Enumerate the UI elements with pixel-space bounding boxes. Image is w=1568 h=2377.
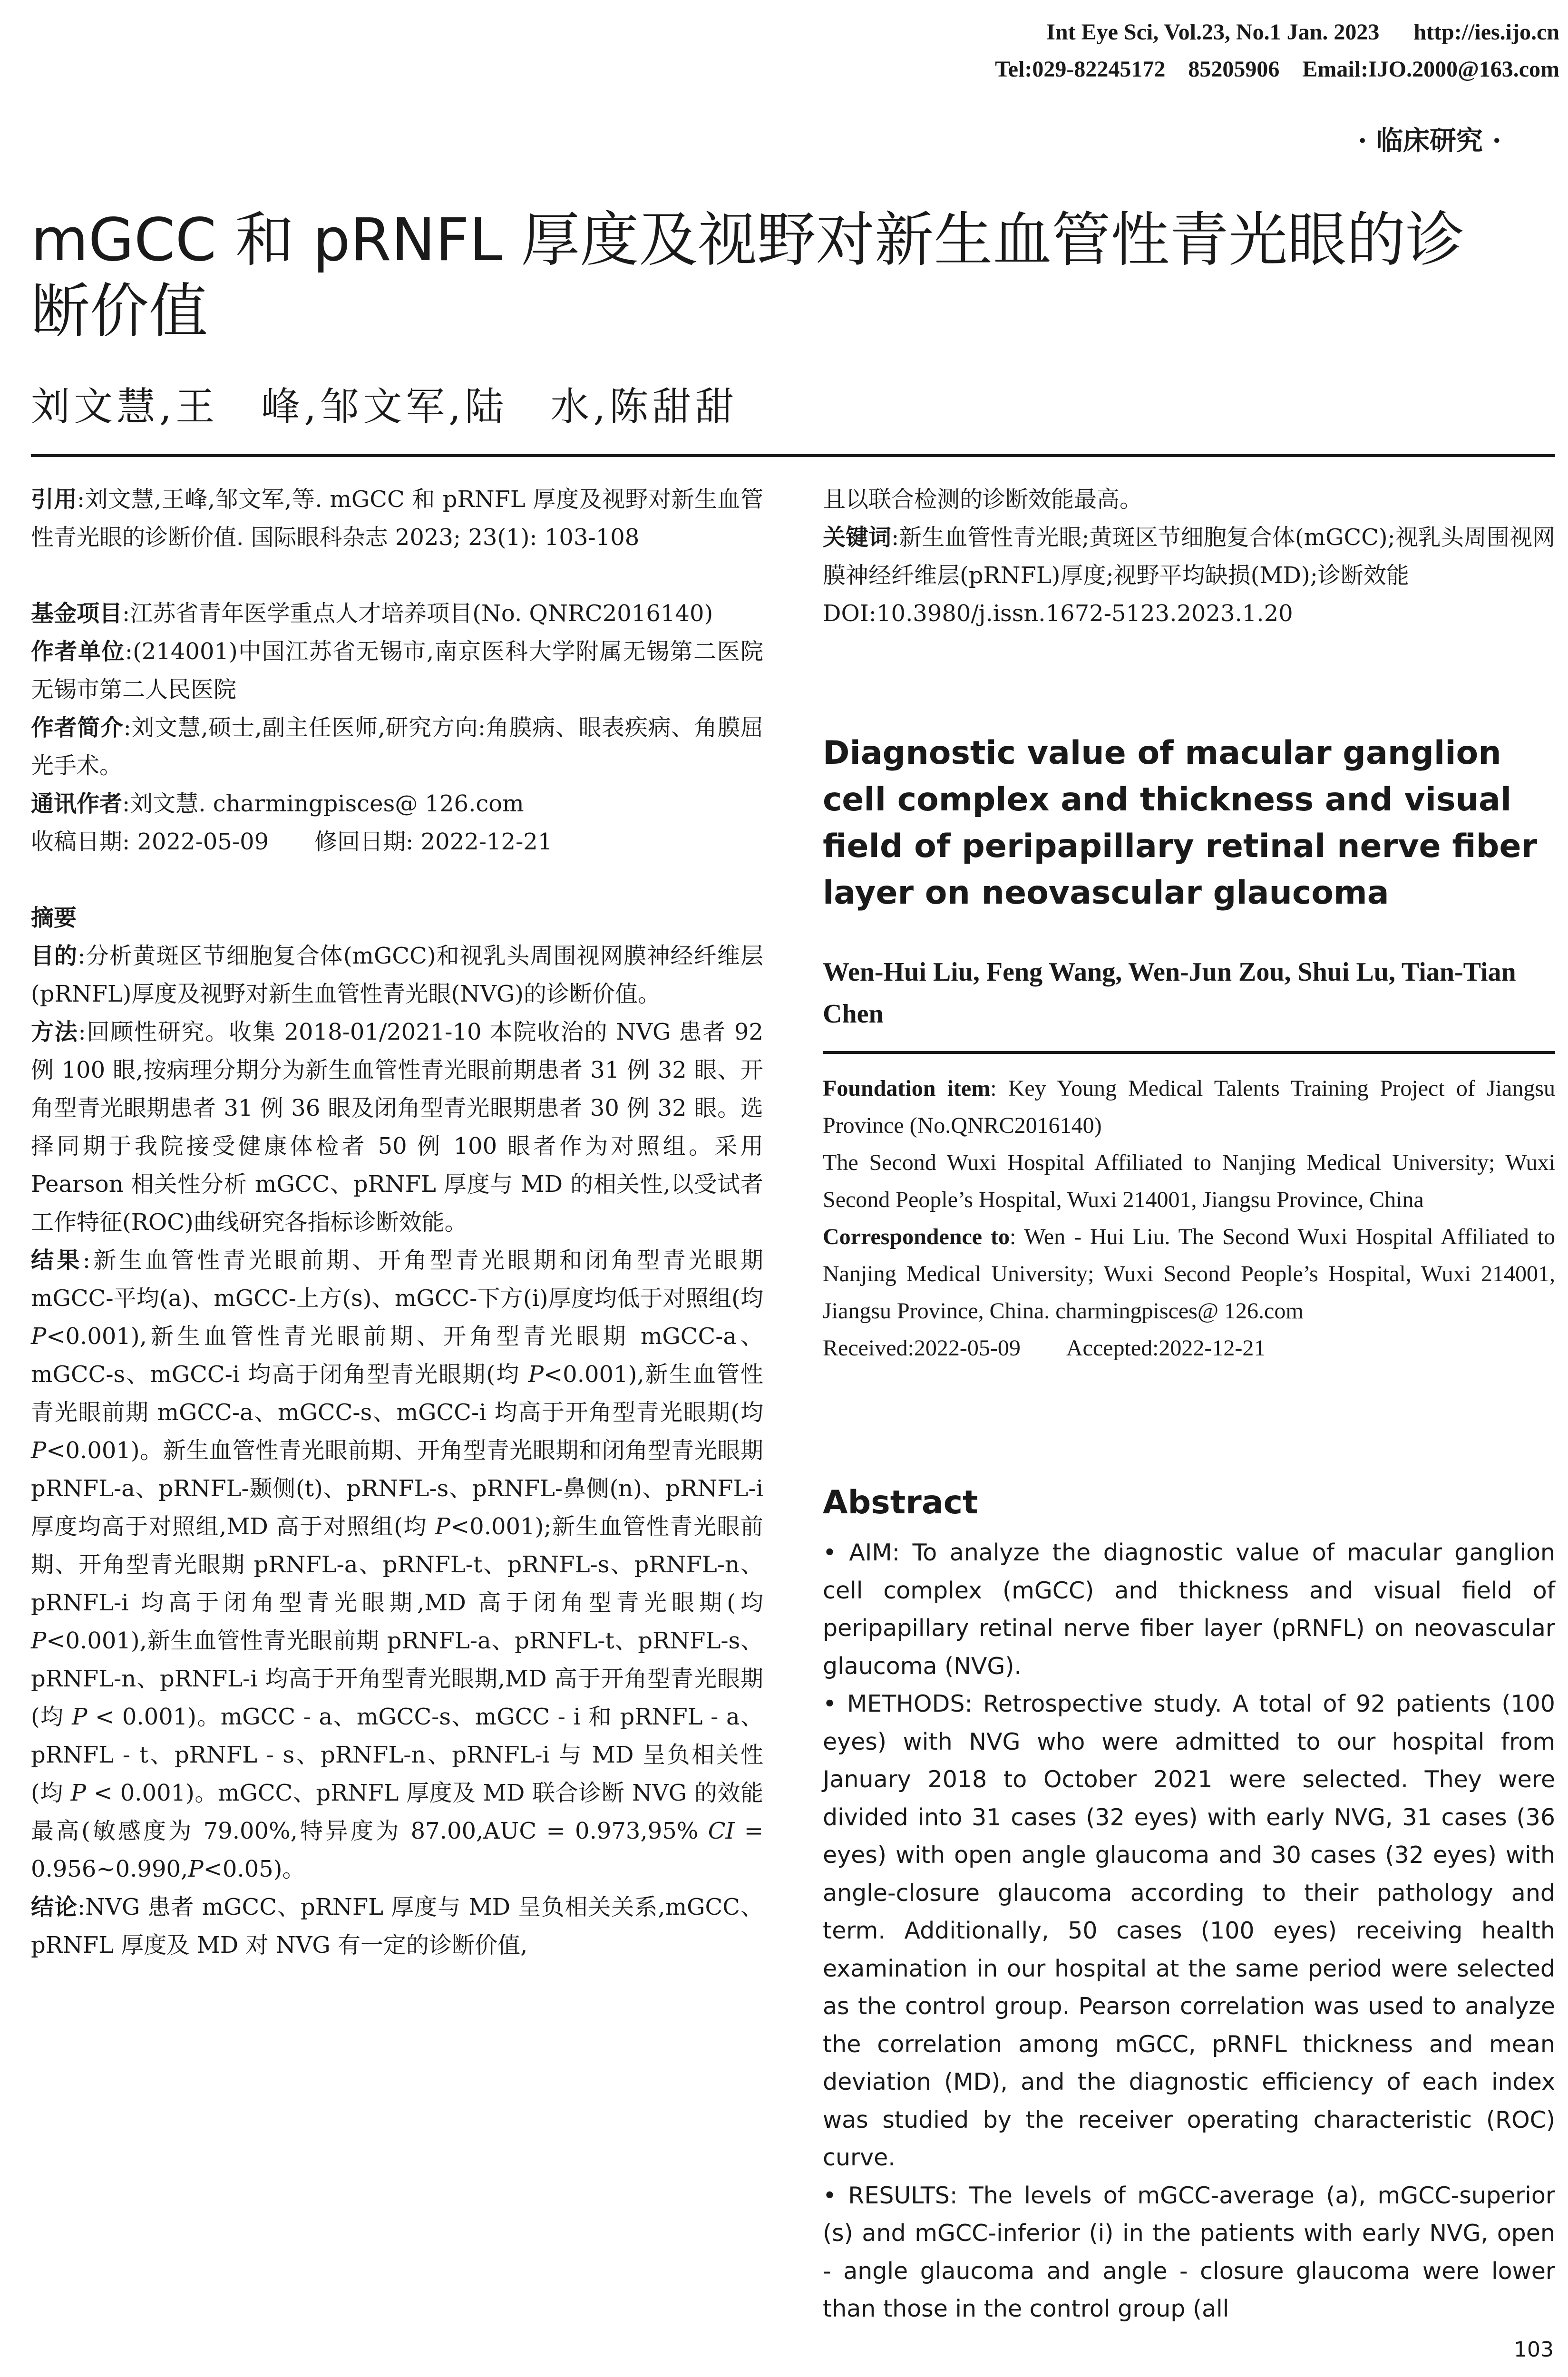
result-text: <0.001);新生血管性青光眼前期、开角型青光眼期 pRNFL-a、pRNFL-t、pRNFL-s、pRNFL-n、pRNFL-i 均高于闭角型青光眼期,MD 高于闭角型青光眼期(均 xyxy=(31,1513,763,1616)
keywords-label: 关键词 xyxy=(823,524,892,551)
method-label: 方法 xyxy=(31,1019,78,1045)
ci-symbol: CI xyxy=(708,1818,735,1844)
aim-label: 目的 xyxy=(31,943,78,969)
author-unit xyxy=(31,633,763,709)
english-authors: Wen-Hui Liu, Feng Wang, Wen-Jun Zou, Shui Lu, Tian-Tian Chen xyxy=(823,957,1516,1029)
fund-text: :江苏省青年医学重点人才培养项目(No. QNRC2016140) xyxy=(122,600,713,627)
result-text: < 0.001)。mGCC - a、mGCC-s、mGCC - i 和 pRNFL - a、pRNFL - t、pRNFL - s、pRNFL-n、pRNFL-i 与 MD 呈负相关性(均 xyxy=(31,1704,763,1806)
journal-header-line2: Tel:029-82245172 85205906 Email:IJO.2000@163.com xyxy=(995,57,1559,82)
journal-header-line1: Int Eye Sci, Vol.23, No.1 Jan. 2023 http://ies.ijo.cn xyxy=(1046,19,1559,45)
conclusion-continued: 且以联合检测的诊断效能最高。 xyxy=(823,486,1143,513)
received-dates: 收稿日期: 2022-05-09 修回日期: 2022-12-21 xyxy=(31,828,553,855)
article-title xyxy=(31,205,1548,347)
right-column-cn xyxy=(823,480,1555,633)
section-tag: · 临床研究 · xyxy=(1358,125,1501,156)
result-text: <0.001),新生血管性青光眼前期 mGCC-a、mGCC-s、mGCC-i 均高于开角型青光眼期(均 xyxy=(31,1361,763,1426)
p-symbol: P xyxy=(70,1780,86,1806)
p-symbol: P xyxy=(31,1323,47,1350)
abstract-conclusion xyxy=(31,1888,763,1964)
result-text: < 0.001)。mGCC、pRNFL 厚度及 MD 联合诊断 NVG 的效能最高(敏感度为 79.00%,特异度为 87.00,AUC = 0.973,95% xyxy=(31,1780,763,1844)
abstract-heading-en: Abstract xyxy=(823,1484,978,1521)
abstract-aim xyxy=(31,937,763,1013)
foundation-label: Foundation item xyxy=(823,1076,991,1101)
keywords-text: :新生血管性青光眼;黄斑区节细胞复合体(mGCC);视乳头周围视网膜神经纤维层(pRNFL)厚度;视野平均缺损(MD);诊断效能 xyxy=(823,524,1555,589)
bio-label: 作者简介 xyxy=(31,714,124,741)
corr-text: :刘文慧. charmingpisces@ 126.com xyxy=(122,790,524,817)
correspondence xyxy=(823,1218,1555,1330)
title-line-2: 断价值 xyxy=(31,277,208,346)
method-text: :回顾性研究。收集 2018-01/2021-10 本院收治的 NVG 患者 92 例 100 眼,按病理分期分为新生血管性青光眼前期患者 31 例 32 眼、开角型青光眼期患者 31 例 36 眼及闭角型青光眼期患者 30 例 32 眼。选择同期于我院接受健康体检者 50 例 100 眼者作为对照组。采用 Pearson 相关性分析 mGCC、pRNFL 厚度与 MD 的相关性,以受试者工作特征(ROC)曲线研究各指标诊断效能。 xyxy=(31,1019,763,1236)
doi: DOI:10.3980/j.issn.1672-5123.2023.1.20 xyxy=(823,600,1293,627)
corr-label: 通讯作者 xyxy=(31,790,123,817)
english-title: Diagnostic value of macular ganglion cell complex and thickness and visual field of peripapillary retinal nerve fiber layer on neovascular glaucoma xyxy=(823,734,1538,912)
citation-label: 引用 xyxy=(31,486,77,513)
result-text: = 0.956~0.990, xyxy=(31,1818,763,1882)
abstract-results-en: • RESULTS: The levels of mGCC-average (a), mGCC-superior (s) and mGCC-inferior (i) in the patients with early NVG, open - angle glaucoma and angle - closure glaucoma were lower than those in the control group (all xyxy=(823,2182,1555,2322)
authors-divider xyxy=(823,1051,1555,1054)
correspondence-label: Correspondence to xyxy=(823,1224,1010,1249)
fund xyxy=(31,594,763,633)
abstract-aim-en: • AIM: To analyze the diagnostic value of macular ganglion cell complex (mGCC) and thickness and visual field of peripapillary retinal nerve fiber layer (pRNFL) on neovascular glaucoma (NVG). xyxy=(823,1539,1555,1680)
result-text: <0.001),新生血管性青光眼前期、开角型青光眼期 mGCC-a、mGCC-s、mGCC-i 均高于闭角型青光眼期(均 xyxy=(31,1323,763,1388)
result-text: <0.001),新生血管性青光眼前期 pRNFL-a、pRNFL-t、pRNFL-s、pRNFL-n、pRNFL-i 均高于开角型青光眼期,MD 高于开角型青光眼期(均 xyxy=(31,1627,763,1730)
abstract-methods-en: • METHODS: Retrospective study. A total of 92 patients (100 eyes) with NVG who were admitted to our hospital from January 2018 to October 2021 were selected. They were divided into 31 cases (32 eyes) with early NVG, 31 cases (36 eyes) with open angle glaucoma and 30 cases (32 eyes) with angle-closure glaucoma according to their pathology and term. Additionally, 50 cases (100 eyes) receiving health examination in our hospital at the same period were selected as the control group. Pearson correlation was used to analyze the correlation among mGCC, pRNFL thickness and mean deviation (MD), and the diagnostic efficiency of each index was studied by the receiver operating characteristic (ROC) curve. xyxy=(823,1690,1555,2171)
p-symbol: P xyxy=(435,1513,450,1540)
p-symbol: P xyxy=(31,1437,47,1464)
keywords xyxy=(823,518,1555,594)
bio-text: :刘文慧,硕士,副主任医师,研究方向:角膜病、眼表疾病、角膜屈光手术。 xyxy=(31,714,763,779)
foundation-text: : Key Young Medical Talents Training Project of Jiangsu Province (No.QNRC2016140) xyxy=(823,1076,1556,1138)
foundation-item xyxy=(823,1070,1555,1144)
correspondence-text: : Wen - Hui Liu. The Second Wuxi Hospital Affiliated to Nanjing Medical University; Wuxi Second People’s Hospital, Wuxi 214001, Jiangsu Province, China. charmingpisces@ 126.com xyxy=(823,1224,1555,1324)
result-label: 结果 xyxy=(31,1247,83,1274)
aim-text: :分析黄斑区节细胞复合体(mGCC)和视乳头周围视网膜神经纤维层(pRNFL)厚度及视野对新生血管性青光眼(NVG)的诊断价值。 xyxy=(31,943,763,1007)
abstract-result xyxy=(31,1241,763,1888)
unit-text: :(214001)中国江苏省无锡市,南京医科大学附属无锡第二医院 无锡市第二人民医院 xyxy=(31,638,763,703)
unit-label: 作者单位 xyxy=(31,638,125,665)
affiliation: The Second Wuxi Hospital Affiliated to Nanjing Medical University; Wuxi Second People’s Hospital, Wuxi 214001, Jiangsu Province, China xyxy=(823,1150,1555,1212)
citation xyxy=(31,480,763,556)
result-text: <0.05)。 xyxy=(203,1856,305,1882)
english-meta xyxy=(823,1070,1555,1367)
result-text: <0.001)。新生血管性青光眼前期、开角型青光眼期和闭角型青光眼期 pRNFL-a、pRNFL-颞侧(t)、pRNFL-s、pRNFL-鼻侧(n)、pRNFL-i 厚度均高于对照组,MD 高于对照组(均 xyxy=(31,1437,763,1540)
fund-label: 基金项目 xyxy=(31,600,123,627)
p-symbol: P xyxy=(31,1627,47,1654)
conclusion-text: :NVG 患者 mGCC、pRNFL 厚度与 MD 呈负相关关系,mGCC、pRNFL 厚度及 MD 对 NVG 有一定的诊断价值, xyxy=(31,1894,763,1958)
title-divider xyxy=(31,454,1555,457)
conclusion-label: 结论 xyxy=(31,1894,78,1920)
citation-text: :刘文慧,王峰,邹文军,等. mGCC 和 pRNFL 厚度及视野对新生血管性青光眼的诊断价值. 国际眼科杂志 2023; 23(1): 103-108 xyxy=(31,486,763,551)
page-number: 103 xyxy=(1514,2338,1554,2362)
p-symbol: P xyxy=(528,1361,544,1388)
authors-cn: 刘文慧,王 峰,邹文军,陆 水,陈甜甜 xyxy=(31,384,738,429)
left-column xyxy=(31,480,763,1964)
p-symbol: P xyxy=(72,1704,88,1730)
title-line-1: mGCC 和 pRNFL 厚度及视野对新生血管性青光眼的诊 xyxy=(31,206,1465,274)
corresponding-author xyxy=(31,785,763,823)
abstract-method xyxy=(31,1013,763,1241)
english-dates: Received:2022-05-09 Accepted:2022-12-21 xyxy=(823,1335,1266,1361)
result-text: :新生血管性青光眼前期、开角型青光眼期和闭角型青光眼期 mGCC-平均(a)、mGCC-上方(s)、mGCC-下方(i)厚度均低于对照组(均 xyxy=(31,1247,763,1312)
author-bio xyxy=(31,709,763,785)
abstract-heading-cn: 摘要 xyxy=(31,905,77,931)
english-abstract xyxy=(823,1534,1555,2328)
p-symbol: P xyxy=(188,1856,204,1882)
